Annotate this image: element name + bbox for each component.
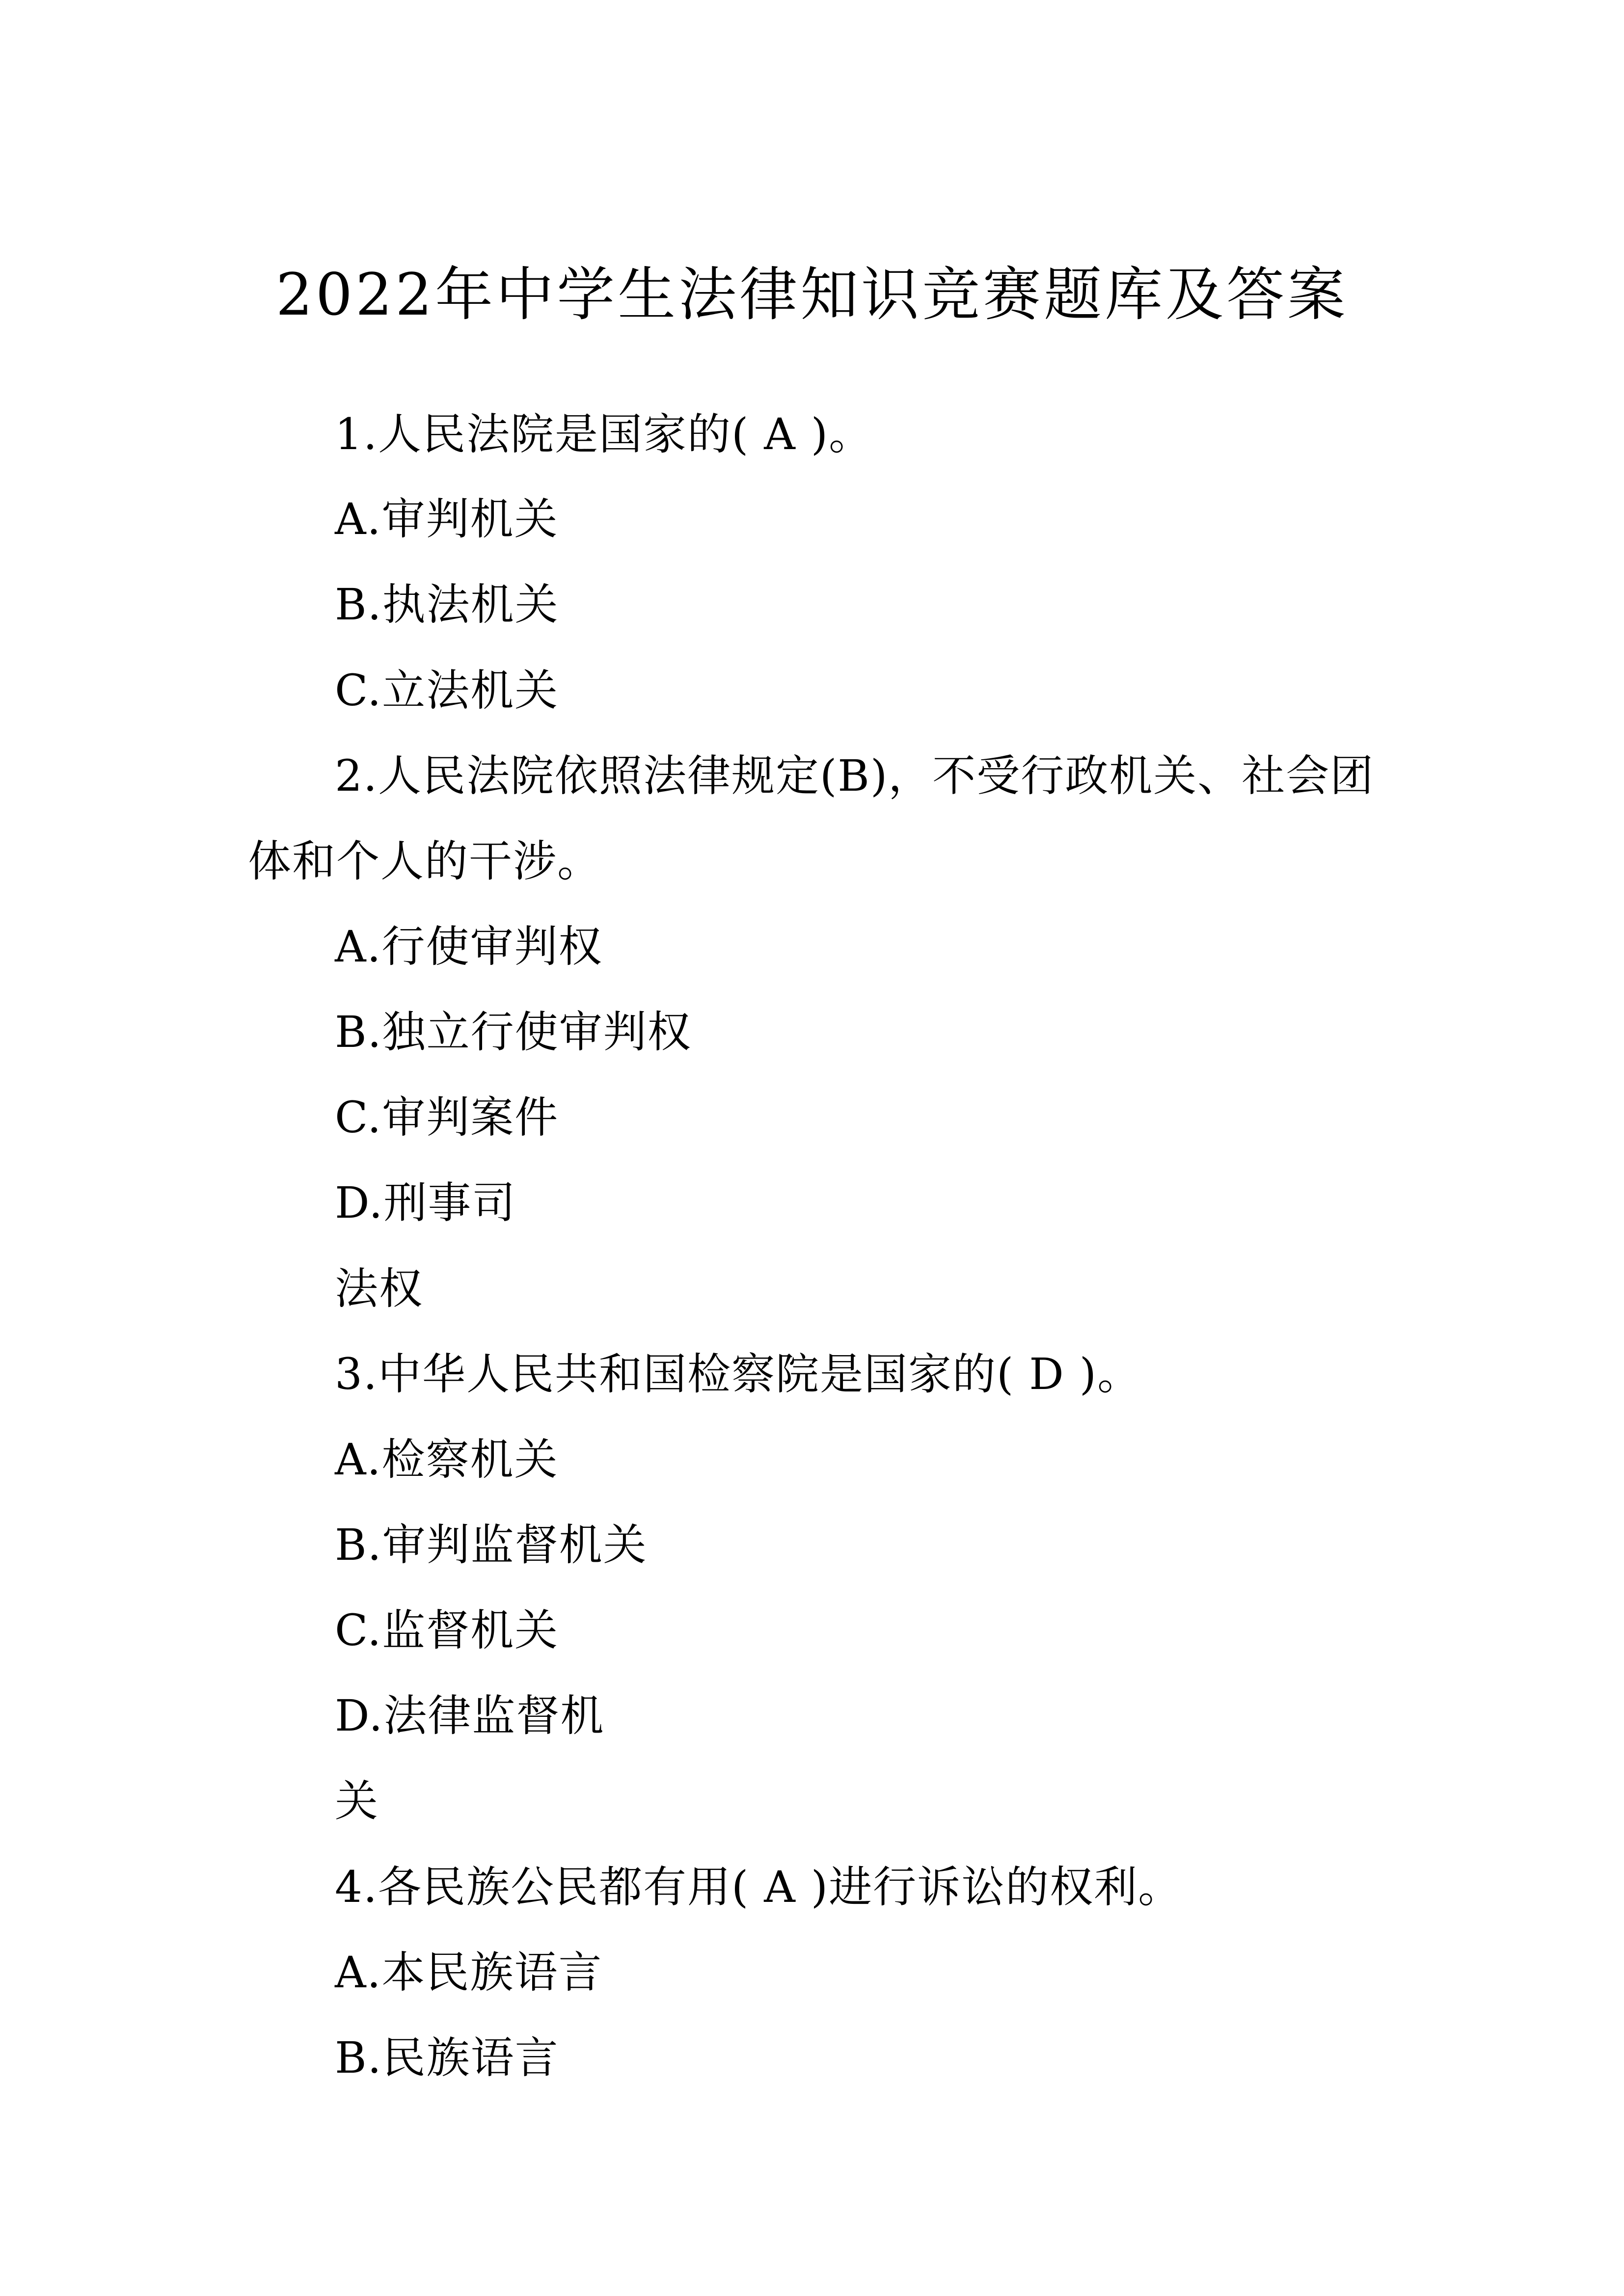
question-1: 1.人民法院是国家的( A )。 [335,409,873,459]
question-3-option-c: C.监督机关 [335,1605,559,1655]
question-3-option-a: A.检察机关 [335,1434,559,1485]
question-3-option-b: B.审判监督机关 [335,1520,648,1570]
question-2-option-d: D.刑事司 [335,1177,516,1228]
question-2-option-d-continuation: 法权 [335,1263,424,1314]
question-2-continuation: 体和个人的干涉。 [248,836,602,886]
question-4-option-b: B.民族语言 [335,2032,559,2083]
question-2: 2.人民法院依照法律规定(B)，不受行政机关、社会团 [335,750,1375,801]
question-2-option-c: C.审判案件 [335,1092,559,1143]
question-3-option-d-continuation: 关 [335,1776,379,1826]
question-2-option-a: A.行使审判权 [335,921,603,972]
question-3-option-d: D.法律监督机 [335,1690,605,1741]
question-1-option-a: A.审判机关 [335,494,559,544]
document-title: 2022年中学生法律知识竞赛题库及答案 [275,261,1349,328]
question-4: 4.各民族公民都有用( A )进行诉讼的权利。 [335,1862,1183,1912]
question-3: 3.中华人民共和国检察院是国家的( D )。 [335,1349,1142,1399]
question-4-option-a: A.本民族语言 [335,1947,603,1998]
question-1-option-c: C.立法机关 [335,665,559,716]
question-1-option-b: B.执法机关 [335,579,559,630]
question-2-option-b: B.独立行使审判权 [335,1007,692,1057]
